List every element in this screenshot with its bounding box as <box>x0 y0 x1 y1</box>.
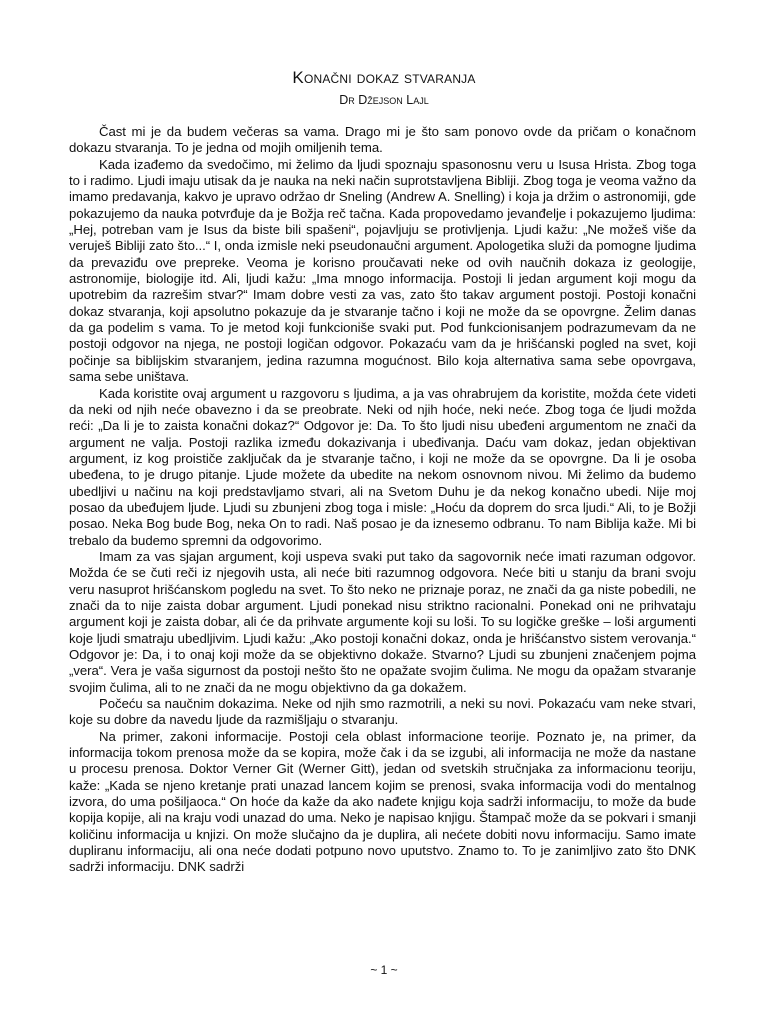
document-title: Konačni dokaz stvaranja <box>292 68 476 87</box>
paragraph: Kada izađemo da svedočimo, mi želimo da ljudi spoznaju spasonosnu veru u Isusa Hrista. Zbog toga to i radimo. Ljudi imaju utisak da je nauka na neki način suprotstavljena Bibliji. Zbog toga je veoma važno da imamo predavanja, kakvo je upravo održao dr Sneling (Andrew A. Snelling) i koja ja držim o astronomiji, gde pokazujemo da nauka potvrđuje da je Božja reč tačna. Kada propovedamo jevanđelje i pokazujemo ljudima: „Hej, potreban vam je Isus da biste bili spašeni“, pojavljuju se protivljenja. Ljudi kažu: „Ne možeš više da veruješ Bibliji zato što...“ I, onda izmisle neki pseudonaučni argument. Apologetika služi da pomogne ljudima da prevaziđu ove prepreke. Veoma je korisno proučavati neke od ovih naučnih dokaza iz geologije, astronomije, biologije itd. Ali, ljudi kažu: „Ima mnogo informacija. Postoji li jedan argument koji mogu da upotrebim da razrešim stvar?“ Imam dobre vesti za vas, zato što takav argument postoji. Postoji konačni dokaz stvaranja, koji apsolutno pokazuje da je stvaranje tačno i koji ne može da se opovrgne. Želim danas da ga podelim s vama. To je metod koji funkcioniše svaki put. Pod funkcionisanjem podrazumevam da ne postoji odgovor na njega, ne postoji logičan odgovor. Pokazaću vam da je hrišćanski pogled na svet, koji počinje sa biblijskim stvaranjem, jedina razumna mogućnost. Bilo koja alternativa sama sebe opovrgava, sama sebe uništava. <box>69 156 696 385</box>
paragraph: Na primer, zakoni informacije. Postoji cela oblast informacione teorije. Poznato je, na primer, da informacija tokom prenosa može da se kopira, može čak i da se izgubi, ali informacija ne može da nastane u procesu prenosa. Doktor Verner Git (Werner Gitt), jedan od svetskih stručnjaka za informacionu teoriju, kaže: „Kada se njeno kretanje prati unazad lancem kojim se prenosi, svaka informacija vodi do mentalnog izvora, do uma pošiljaoca.“ On hoće da kaže da ako nađete knjigu koja sadrži informaciju, to može da bude kopija kopije, ali na kraju vodi unazad do uma. Neko je napisao knjigu. Štampač može da se pokvari i smanji količinu informacija u knjizi. On može slučajno da je duplira, ali nećete dobiti novu informaciju. Samo imate dupliranu informaciju, ali ona neće dodati potpuno novo uputstvo. Znamo to. To je zanimljivo zato što DNK sadrži informaciju. DNK sadrži <box>69 728 696 875</box>
paragraph: Čast mi je da budem večeras sa vama. Drago mi je što sam ponovo ovde da pričam o konačnom dokazu stvaranja. To je jedna od mojih omiljenih tema. <box>69 124 696 156</box>
document-author: Dr Džejson Lajl <box>339 93 429 107</box>
paragraph: Kada koristite ovaj argument u razgovoru s ljudima, a ja vas ohrabrujem da koristite, možda ćete videti da neki od njih neće obavezno i da se preobrate. Neki od njih hoće, neki neće. Zbog toga će ljudi možda reći: „Da li je to zaista konačni dokaz?“ Odgovor je: Da. To što ljudi nisu ubeđeni argumentom ne znači da argument ne valja. Postoji razlika između dokazivanja i ubeđivanja. Daću vam dokaz, jedan objektivan argument, iz kog proističe zaključak da je stvaranje tačno, i koji ne može da se opovrgne. Da li je osoba ubeđena, to je drugo pitanje. Ljude možete da ubedite na nekom osnovnom nivou. Mi želimo da budemo ubedljivi u načinu na koji predstavljamo stvari, ali na Svetom Duhu je da nekog konačno ubedi. Nije moj posao da ubeđujem ljude. Ljudi su zbunjeni zbog toga i misle: „Hoću da doprem do srca ljudi.“ Ali, to je Božji posao. Neka Bog bude Bog, neka On to radi. Naš posao je da iznesemo odbranu. To nam Biblija kaže. Mi bi trebalo da budemo spremni da odgovorimo. <box>69 385 696 548</box>
document-body <box>69 124 696 876</box>
page-number: ~ 1 ~ <box>370 963 398 977</box>
paragraph: Imam za vas sjajan argument, koji uspeva svaki put tako da sagovornik neće imati razuman odgovor. Možda će se čuti reči iz njegovih usta, ali neće biti razumnog odgovora. Neće biti u stanju da brani svoju veru nasuprot hrišćanskom pogledu na svet. To što neko ne priznaje poraz, ne znači da ga niste pobedili, ne znači da to nije zaista dobar argument. Ljudi ponekad nisu striktno racionalni. Ponekad oni ne prihvataju argument koji je zaista dobar, ali će da prihvate argumente koji su loši. To su logičke greške – loši argumenti koje ljudi smatraju ubedljivim. Ljudi kažu: „Ako postoji konačni dokaz, onda je hrišćanstvo sistem verovanja.“ Odgovor je: Da, i to onaj koji može da se objektivno dokaže. Stvarno? Ljudi su zbunjeni značenjem pojma „vera“. Vera je vaša sigurnost da postoji nešto što ne opažate svojim čulima. Ne mogu da opažam stvaranje svojim čulima, ali to ne znači da ne mogu objektivno da ga dokažem. <box>69 548 696 695</box>
paragraph: Počeću sa naučnim dokazima. Neke od njih smo razmotrili, a neki su novi. Pokazaću vam neke stvari, koje su dobre da navedu ljude da razmišljaju o stvaranju. <box>69 696 696 728</box>
